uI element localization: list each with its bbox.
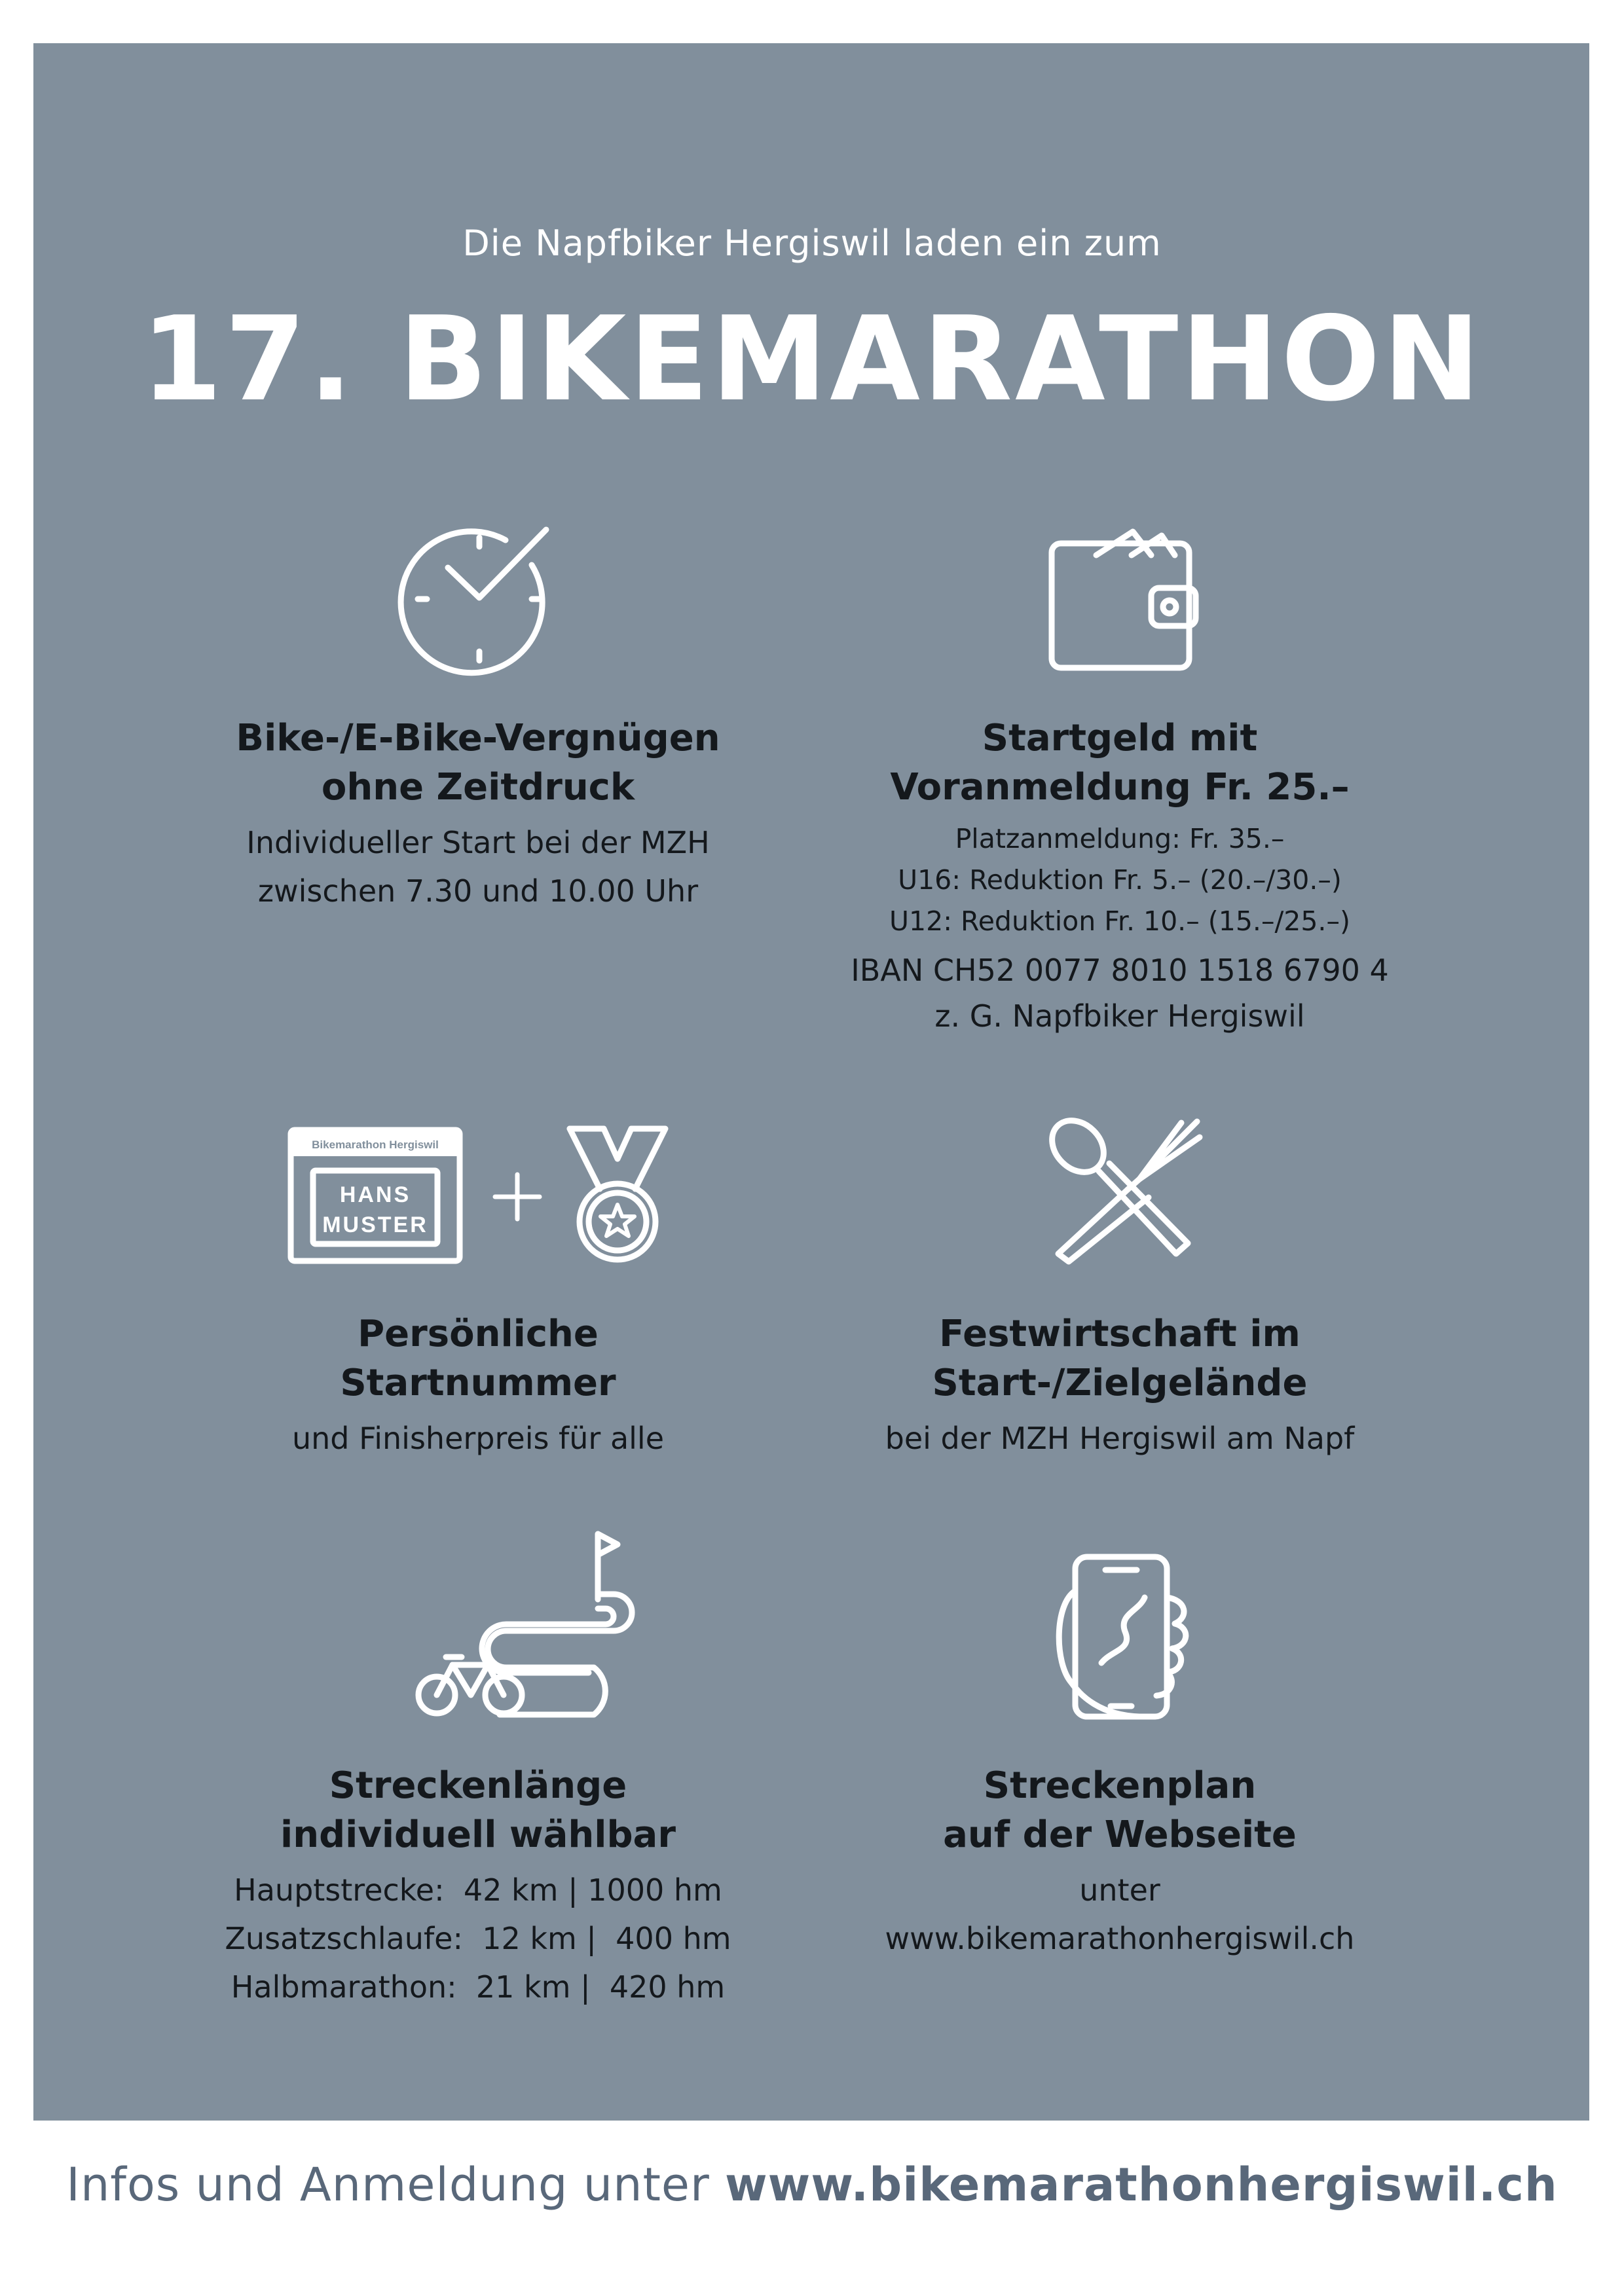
wallet-icon	[1046, 524, 1204, 674]
footer-url-link[interactable]: www.bikemarathonhergiswil.ch	[725, 2158, 1558, 2212]
website-link[interactable]: www.bikemarathonhergiswil.ch	[885, 1921, 1355, 1956]
feature-route	[151, 1761, 805, 2011]
fee-detail: U12: Reduktion Fr. 10.– (15.–/25.–)	[889, 905, 1350, 937]
bib-header: Bikemarathon Hergiswil	[312, 1139, 439, 1151]
intro-line: Die Napfbiker Hergiswil laden ein zum	[462, 223, 1162, 264]
feature-text: und Finisherpreis für alle	[292, 1421, 664, 1456]
feature-title: individuell wählbar	[280, 1813, 676, 1856]
fee-detail: Platzanmeldung: Fr. 35.–	[955, 823, 1285, 854]
feature-text: Individueller Start bei der MZH	[246, 825, 710, 860]
feature-title: ohne Zeitdruck	[321, 766, 635, 809]
clock-check-icon	[401, 520, 558, 678]
feature-title: auf der Webseite	[943, 1813, 1297, 1856]
plus-icon	[492, 1172, 542, 1222]
feature-title: Startnummer	[340, 1362, 616, 1404]
feature-title: Start-/Zielgelände	[932, 1362, 1308, 1404]
feature-title: Persönliche	[358, 1313, 599, 1355]
feature-title: Startgeld mit	[982, 717, 1258, 759]
beneficiary: z. G. Napfbiker Hergiswil	[934, 998, 1305, 1034]
feature-text: bei der MZH Hergiswil am Napf	[885, 1421, 1355, 1456]
bib-number-icon	[287, 1126, 464, 1265]
page-title: 17. BIKEMARATHON	[141, 291, 1483, 427]
medal-icon	[564, 1123, 671, 1264]
feature-fee	[792, 714, 1447, 1038]
route-row: Zusatzschlaufe: 12 km | 400 hm	[225, 1921, 731, 1956]
fee-detail: U16: Reduktion Fr. 5.– (20.–/30.–)	[898, 864, 1342, 896]
spoon-fork-icon	[1041, 1116, 1205, 1267]
feature-text: zwischen 7.30 und 10.00 Uhr	[257, 873, 699, 909]
bib-name: HANS	[339, 1182, 411, 1207]
footer	[0, 2158, 1624, 2212]
iban: IBAN CH52 0077 8010 1518 6790 4	[851, 953, 1389, 988]
feature-title: Streckenlänge	[329, 1764, 627, 1807]
bike-route-icon	[409, 1529, 638, 1719]
footer-prefix: Infos und Anmeldung unter	[66, 2158, 725, 2212]
feature-title: Streckenplan	[983, 1764, 1257, 1807]
route-row: Halbmarathon: 21 km | 420 hm	[231, 1969, 726, 2005]
feature-title: Festwirtschaft im	[939, 1313, 1301, 1355]
feature-title: Bike-/E-Bike-Vergnügen	[236, 717, 720, 759]
feature-food	[792, 1309, 1447, 1463]
feature-number	[151, 1309, 805, 1463]
bib-name: MUSTER	[322, 1212, 428, 1237]
route-row: Hauptstrecke: 42 km | 1000 hm	[234, 1872, 722, 1908]
feature-time	[151, 714, 805, 915]
feature-title: Voranmeldung Fr. 25.–	[890, 766, 1350, 809]
phone-map-icon	[1041, 1552, 1198, 1722]
feature-text: unter	[1079, 1872, 1160, 1908]
feature-map	[792, 1761, 1447, 1963]
